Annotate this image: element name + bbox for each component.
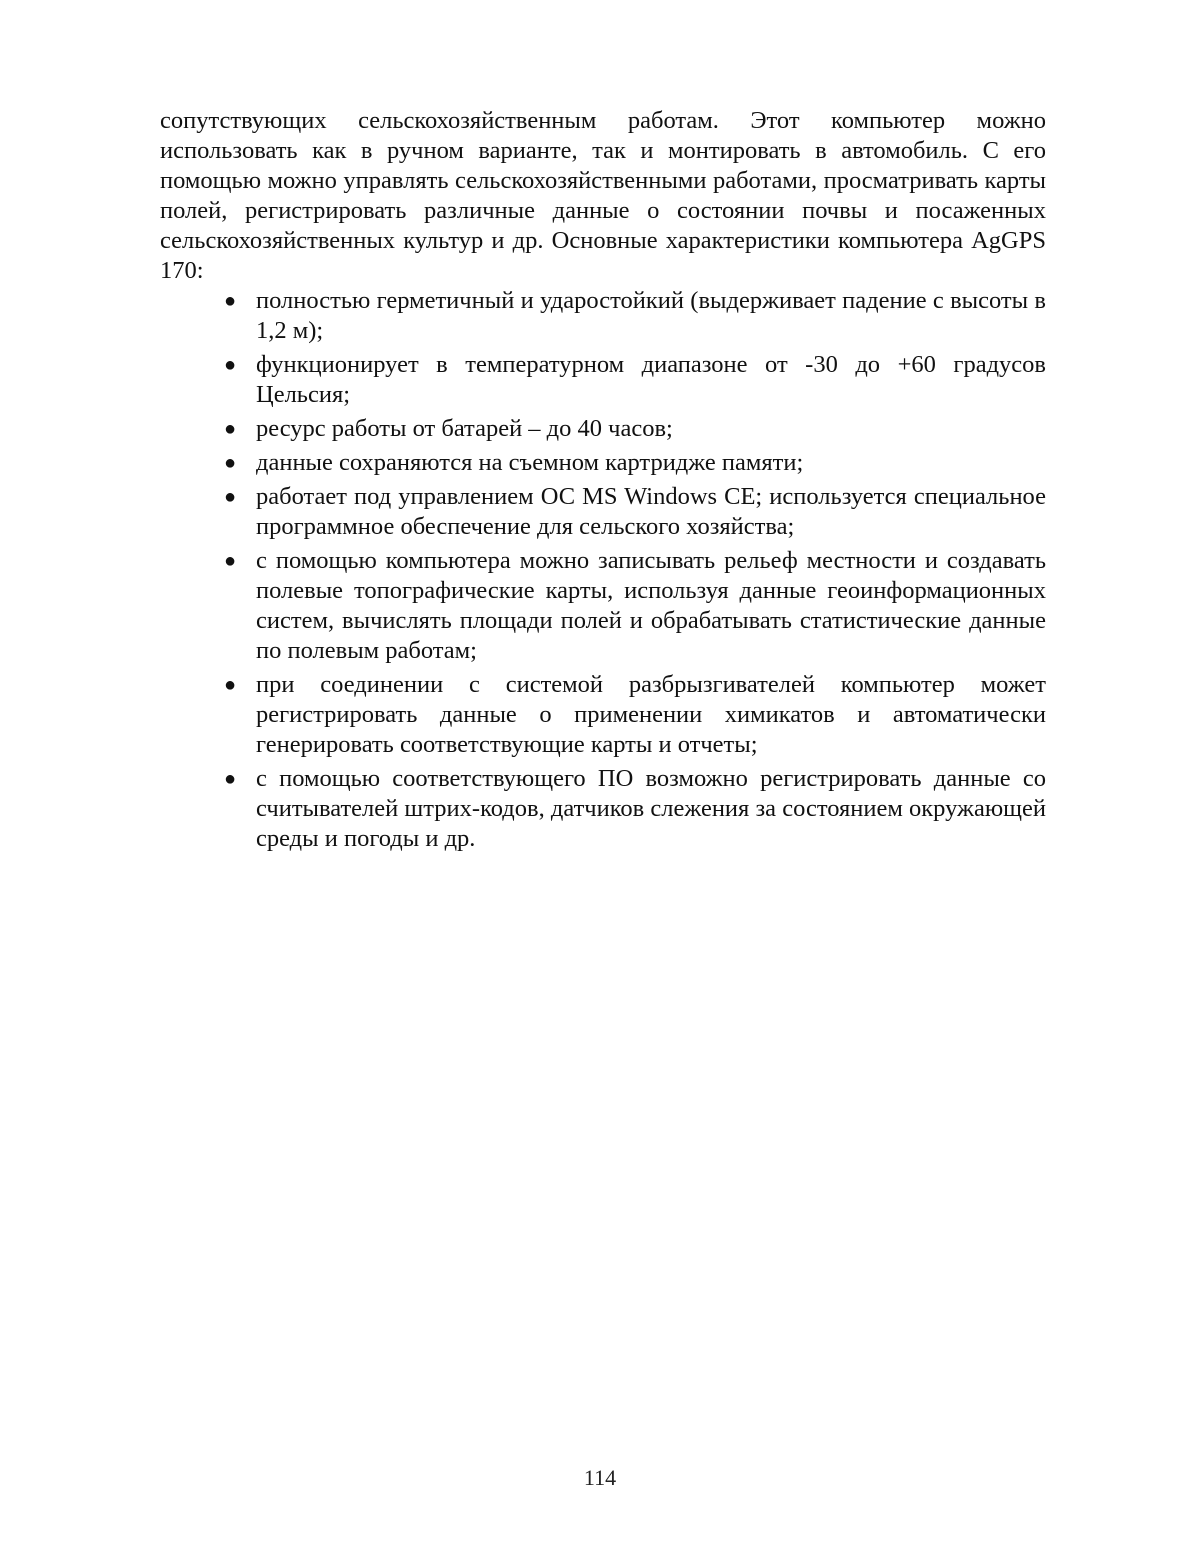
bullet-icon: ● <box>224 354 237 376</box>
page-number: 114 <box>583 1465 617 1490</box>
bullet-icon: ● <box>224 768 237 790</box>
list-item <box>224 414 1046 444</box>
bullet-icon: ● <box>224 418 237 440</box>
list-item <box>224 350 1046 410</box>
list-item-text: функционирует в температурном диапазоне от -30 до +60 градусов Цельсия; <box>256 351 1046 408</box>
list-item-text: данные сохраняются на съемном картридже памяти; <box>256 449 804 476</box>
list-item-text: полностью герметичный и ударостойкий (выдерживает падение с высоты в 1,2 м); <box>256 287 1046 344</box>
list-item <box>224 670 1046 760</box>
list-item <box>224 482 1046 542</box>
list-item-text: работает под управлением ОС MS Windows CE; используется специальное программное обеспечение для сельского хозяйства; <box>256 483 1046 540</box>
list-item-text: ресурс работы от батарей – до 40 часов; <box>256 415 673 442</box>
list-item <box>224 448 1046 478</box>
bullet-icon: ● <box>224 674 237 696</box>
bullet-icon: ● <box>224 550 237 572</box>
list-item <box>224 546 1046 666</box>
body-text <box>160 106 1046 858</box>
bullet-icon: ● <box>224 452 237 474</box>
bullet-icon: ● <box>224 486 237 508</box>
list-item-text: при соединении с системой разбрызгивателей компьютер может регистрировать данные о применении химикатов и автоматически генерировать соответствующие карты и отчеты; <box>256 671 1046 758</box>
bullet-icon: ● <box>224 290 237 312</box>
list-item-text: с помощью компьютера можно записывать рельеф местности и создавать полевые топографические карты, используя данные геоинформационных систем, вычислять площади полей и обрабатывать статистические данные по полевым работам; <box>256 547 1046 664</box>
list-item <box>224 286 1046 346</box>
intro-paragraph: сопутствующих сельскохозяйственным работам. Этот компьютер можно использовать как в ручном варианте, так и монтировать в автомобиль. С его помощью можно управлять сельскохозяйственными работами, просматривать карты полей, регистрировать различные данные о состоянии почвы и посаженных сельскохозяйственных культур и др. Основные характеристики компьютера AgGPS 170: <box>160 107 1046 284</box>
list-item <box>224 764 1046 854</box>
list-item-text: с помощью соответствующего ПО возможно регистрировать данные со считывателей штрих-кодов, датчиков слежения за состоянием окружающей среды и погоды и др. <box>256 765 1046 852</box>
characteristics-list <box>160 286 1046 854</box>
